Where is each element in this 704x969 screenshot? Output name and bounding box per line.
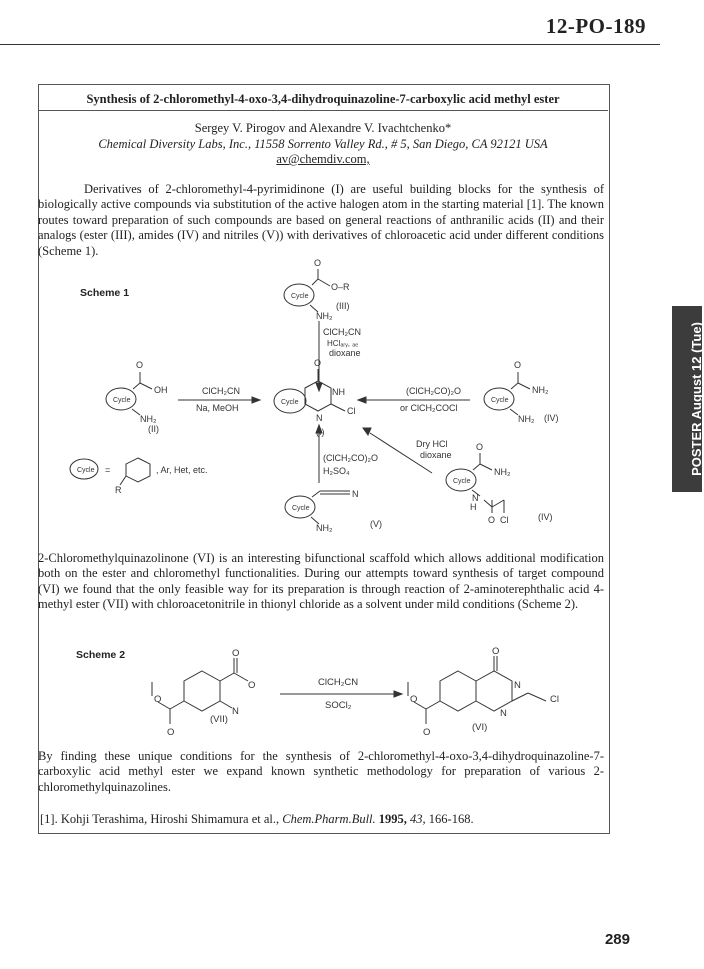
pyrimidinone-ring-VI	[476, 671, 512, 711]
amide-oxygen: O	[488, 515, 496, 525]
title-divider	[38, 110, 608, 111]
amide-hydrogen: H	[470, 502, 477, 512]
reagent-right-2: or ClCH₂COCl	[400, 403, 458, 413]
II-nh2: NH₂	[140, 414, 157, 424]
scaffold-text: 2-Chloromethylquinazolinone (VI) is an interesting bifunctional scaffold which allows additional modification both on the ester and chloromethyl functionalities. During our attempts toward synthesis of target compound (VI) we found that the only feasible way for its preparation is through reaction of 2-aminoterephthalic acid 4-methyl ester (VII) with chloroacetonitrile in thionyl chloride as a solvent under mild conditions (Scheme 2).	[38, 551, 604, 612]
conclusion-paragraph	[38, 749, 604, 795]
cycle-label-legend: Cycle	[77, 467, 95, 474]
VI-label: (VI)	[472, 722, 488, 733]
III-or: O–R	[331, 282, 350, 292]
affiliation: Chemical Diversity Labs, Inc., 11558 Sorrento Valley Rd., # 5, San Diego, CA 92121 USA	[98, 137, 548, 151]
email-link[interactable]: av@chemdiv.com,	[276, 152, 370, 166]
VI-carbonyl-oxygen: O	[423, 727, 431, 738]
VII-carbonyl-oxygen: O	[167, 727, 175, 738]
VI-nitrogen-3: N	[514, 680, 521, 691]
V-nh2: NH₂	[316, 523, 333, 533]
side-tab-label: POSTER August 12 (Tue)	[689, 322, 704, 476]
reagent-bottom-1: (ClCH₂CO)₂O	[323, 453, 378, 463]
reagent-bottom-2: H₂SO₄	[323, 466, 350, 476]
VII-ketone-oxygen: O	[232, 648, 240, 659]
I-nh: NH	[332, 387, 345, 397]
V-nitrogen: N	[352, 489, 359, 499]
amide-label: (IV)	[538, 512, 553, 522]
reagent-top-2: HClₐᵣᵧ, ₐₑ	[327, 339, 359, 348]
amide-oxygen-top: O	[476, 442, 484, 452]
II-oh: OH	[154, 385, 168, 395]
legend-text: , Ar, Het, etc.	[156, 465, 208, 475]
II-oxygen: O	[136, 360, 144, 370]
reagent-2: SOCl₂	[325, 700, 352, 711]
IV-oxygen: O	[514, 360, 522, 370]
I-cl: Cl	[347, 406, 356, 416]
reagent-1: ClCH₂CN	[318, 677, 359, 688]
reference-year: 1995,	[378, 812, 407, 826]
reference-volume: 43,	[410, 812, 426, 826]
reagent-left-1: ClCH₂CN	[202, 386, 240, 396]
legend-equals: =	[105, 465, 111, 475]
cycle-label-II: Cycle	[113, 397, 131, 404]
benzene-ring	[126, 458, 150, 482]
reference	[40, 812, 606, 827]
scheme2-label: Scheme 2	[76, 649, 126, 661]
III-oxygen: O	[314, 258, 322, 268]
page-number: 289	[604, 931, 630, 948]
authors: Sergey V. Pirogov and Alexandre V. Ivachtchenko*	[194, 121, 452, 135]
I-label: (I)	[316, 427, 325, 437]
VII-ester-oxygen: O	[154, 694, 162, 705]
reagent-diag-2: dioxane	[420, 450, 452, 460]
VI-ester-oxygen: O	[410, 694, 418, 705]
VI-cl: Cl	[550, 694, 559, 705]
reagent-top-1: ClCH₂CN	[323, 327, 361, 337]
cycle-label-I: Cycle	[281, 399, 299, 406]
legend-r: R	[115, 485, 122, 495]
III-label: (III)	[336, 301, 350, 311]
intro-paragraph	[38, 182, 604, 259]
reference-authors: [1]. Kohji Terashima, Hiroshi Shimamura et al.,	[40, 812, 280, 826]
article-title: Synthesis of 2-chloromethyl-4-oxo-3,4-dihydroquinazoline-7-carboxylic acid methyl ester	[86, 92, 560, 106]
IV-label: (IV)	[544, 413, 559, 423]
reagent-left-2: Na, MeOH	[196, 403, 239, 413]
reagent-diag-1: Dry HCl	[416, 439, 448, 449]
amide-nh2: NH₂	[494, 467, 511, 477]
reference-pages: 166-168.	[428, 812, 474, 826]
reference-journal: Chem.Pharm.Bull.	[282, 812, 376, 826]
VI-ketone-oxygen: O	[492, 646, 500, 657]
IV-nh2-lower: NH₂	[518, 414, 535, 424]
IV-nh2: NH₂	[532, 385, 549, 395]
amide-cl: Cl	[500, 515, 509, 525]
scheme1-label: Scheme 1	[80, 287, 130, 299]
conclusion-text: By finding these unique conditions for the synthesis of 2-chloromethyl-4-oxo-3,4-dihydroquinazoline-7-carboxylic acid methyl ester we expand known synthetic methodology for preparation of various 2-chloromethylquinazolines.	[38, 749, 604, 794]
benzene-ring-VI	[440, 671, 476, 711]
VII-ring-oxygen: O	[248, 680, 256, 691]
VII-nitrogen: N	[232, 706, 239, 717]
header-rule	[0, 44, 660, 45]
cycle-label-IV: Cycle	[491, 397, 509, 404]
I-oxygen: O	[314, 358, 322, 368]
intro-text: Derivatives of 2-chloromethyl-4-pyrimidinone (I) are useful building blocks for the synthesis of biologically active compounds via substitution of the active halogen atom in the starting material [1]. The known routes toward preparation of such compounds are based on general reactions of anthranilic acids (II) and their analogs (ester (III), amides (IV) and nitriles (V)) with derivatives of chloroacetic acid under different conditions (Scheme 1).	[38, 182, 604, 258]
cycle-label-III: Cycle	[291, 293, 309, 300]
reagent-right-1: (ClCH₂CO)₂O	[406, 386, 461, 396]
amide-nitrogen: N	[472, 493, 479, 503]
VI-nitrogen-1: N	[500, 708, 507, 719]
III-nh2: NH₂	[316, 311, 333, 321]
I-nitrogen: N	[316, 413, 323, 423]
scaffold-paragraph	[38, 551, 604, 613]
poster-code: 12-PO-189	[545, 14, 646, 38]
VII-label: (VII)	[210, 714, 228, 725]
scheme2-diagram	[130, 646, 580, 746]
V-label: (V)	[370, 519, 382, 529]
cycle-label-V: Cycle	[292, 505, 310, 512]
reagent-top-3: dioxane	[329, 348, 361, 358]
II-label: (II)	[148, 424, 159, 434]
benzene-ring-VII	[184, 671, 220, 711]
cycle-label-amide: Cycle	[453, 478, 471, 485]
scheme1-diagram	[60, 255, 580, 540]
